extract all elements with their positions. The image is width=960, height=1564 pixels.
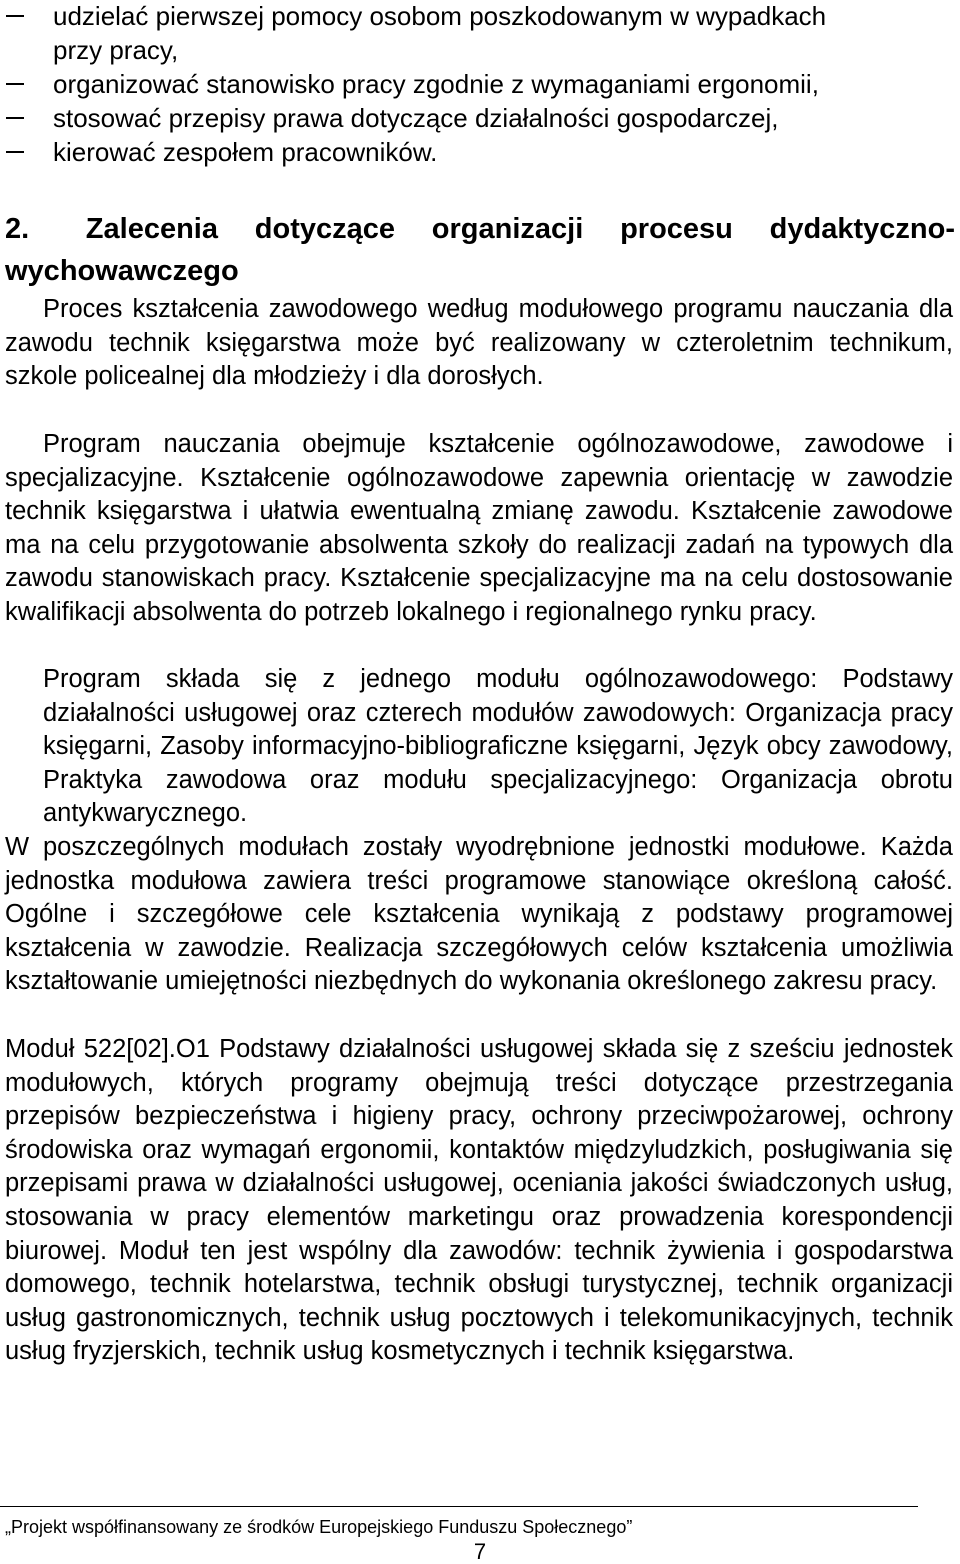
- footer-note: „Projekt współfinansowany ze środków Europejskiego Funduszu Społecznego”: [5, 1517, 633, 1537]
- paragraph-program-structure: Program nauczania obejmuje kształcenie ogólnozawodowe, zawodowe i specjalizacyjne. Kształcenie ogólnozawodowe zapewnia orientację w zawodzie technik księgarstwa i ułatwia ewentualną zmianę zawodu. Kształcenie zawodowe ma na celu przygotowanie absolwenta szkoły do realizacji zadań na typowych dla zawodu stanowiskach pracy. Kształcenie specjalizacyjne ma na celu dostosowanie kwalifikacji absolwenta do potrzeb lokalnego i regionalnego rynku pracy.: [5, 430, 953, 626]
- dash-bullet-icon: [6, 151, 24, 153]
- dash-bullet-icon: [6, 83, 24, 85]
- list-item: [0, 101, 960, 135]
- list-item: [0, 0, 960, 67]
- list-item: [0, 67, 960, 101]
- list-item-text: stosować przepisy prawa dotyczące działalności gospodarczej,: [53, 103, 779, 133]
- section-title-line2: wychowawczego: [5, 255, 239, 287]
- footer-divider: [0, 1506, 918, 1507]
- paragraph-scope: Proces kształcenia zawodowego według modułowego programu nauczania dla zawodu technik księgarstwa może być realizowany w czteroletnim technikum, szkole policealnej dla młodzieży i dla dorosłych.: [5, 295, 953, 391]
- list-item-text: kierować zespołem pracowników.: [53, 137, 438, 167]
- section-title-line1: Zalecenia dotyczące organizacji procesu dydaktyczno-: [85, 213, 955, 245]
- paragraph-modules: Program składa się z jednego modułu ogólnozawodowego: Podstawy działalności usługowej oraz czterech modułów zawodowych: Organizacja pracy księgarni, Zasoby informacyjno-bibliograficzne księgarni, Język obcy zawodowy, Praktyka zawodowa oraz modułu specjalizacyjnego: Organizacja obrotu antykwarycznego.: [43, 665, 953, 828]
- list-item-text: udzielać pierwszej pomocy osobom poszkodowanym w wypadkach: [53, 1, 827, 31]
- section-heading: [5, 208, 955, 292]
- list-item-continuation: przy pracy,: [53, 35, 179, 65]
- list-item-text: organizować stanowisko pracy zgodnie z wymaganiami ergonomii,: [53, 69, 819, 99]
- page-number: 7: [473, 1539, 487, 1564]
- list-item: [0, 135, 960, 169]
- paragraph-module-o1: Moduł 522[02].O1 Podstawy działalności usługowej składa się z sześciu jednostek modułowych, których programy obejmują treści dotyczące przestrzegania przepisów bezpieczeństwa i higieny pracy, ochrony przeciwpożarowej, ochrony środowiska oraz wymagań ergonomii, kontaktów międzyludzkich, posługiwania się przepisami prawa w działalności usługowej, oceniania jakości świadczonych usług, stosowania w pracy elementów marketingu oraz prowadzenia korespondencji biurowej. Moduł ten jest wspólny dla zawodów: technik żywienia i gospodarstwa domowego, technik hotelarstwa, technik obsługi turystycznej, technik organizacji usług gastronomicznych, technik usług pocztowych i telekomunikacyjnych, technik usług fryzjerskich, technik usług kosmetycznych i technik księgarstwa.: [5, 1035, 953, 1366]
- section-number: 2.: [5, 213, 30, 245]
- dash-bullet-icon: [6, 117, 24, 119]
- paragraph-unit-modules: W poszczególnych modułach zostały wyodrębnione jednostki modułowe. Każda jednostka modułowa zawiera treści programowe stanowiące określoną całość. Ogólne i szczegółowe cele kształcenia wynikają z podstawy programowej kształcenia w zawodzie. Realizacja szczegółowych celów kształcenia umożliwia kształtowanie umiejętności niezbędnych do wykonania określonego zakresu pracy.: [5, 833, 953, 996]
- dash-bullet-icon: [6, 15, 24, 17]
